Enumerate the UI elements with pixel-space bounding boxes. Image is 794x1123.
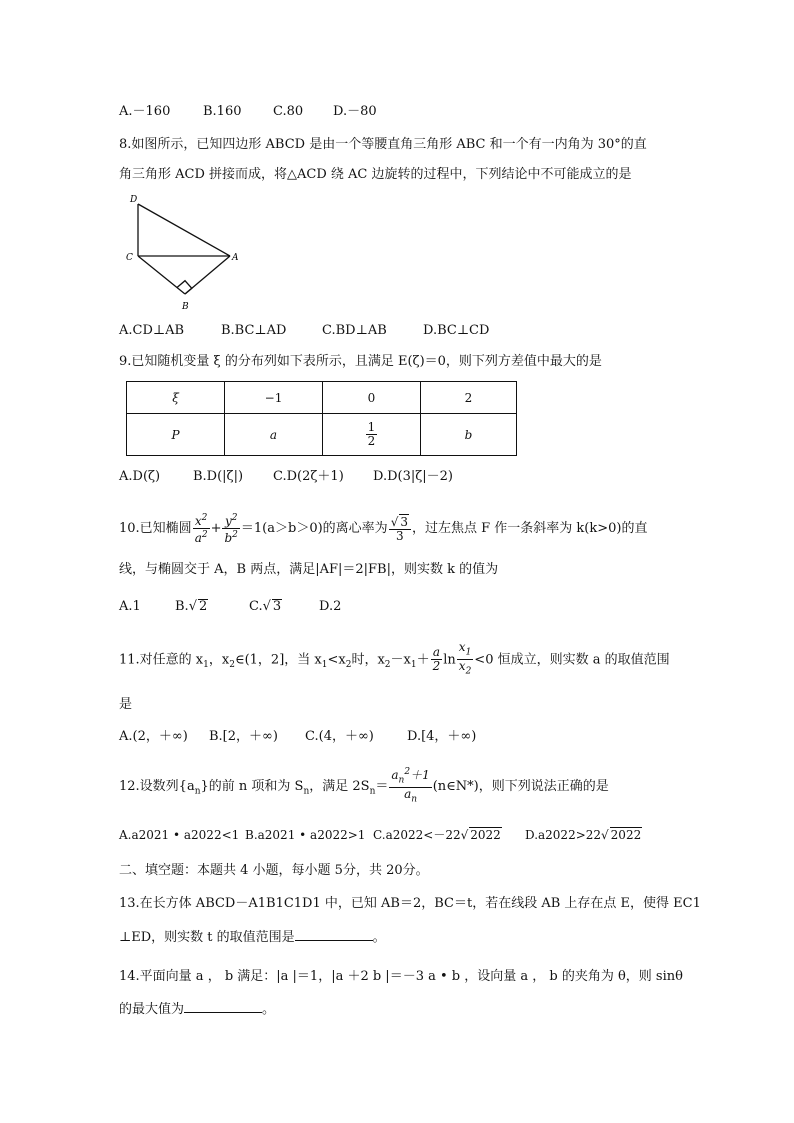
- q10-text: 10.已知椭圆: [119, 521, 192, 536]
- q11-option-b: B.[2，＋∞): [209, 729, 278, 744]
- y-squared-over-b-squared: $\frac{y^2}{b^2}$: [224, 513, 238, 545]
- q11-options: [119, 729, 476, 745]
- q12-option-d: D.a2022>22√ 2022: [525, 828, 642, 842]
- q10-stem-line1: 10.已知椭圆 $\frac{x^2}{a^2}$ + $\frac{y^2}{b^2}$ ＝1(a＞b＞0)的离心率为 $\frac{√ 3}{3}$ ，过左焦点 F 作一条斜率为 k(k>0)的直: [119, 513, 648, 545]
- q9-options: [119, 469, 453, 485]
- a-over-2: $\frac{a}{2}$: [432, 645, 441, 674]
- x1-over-x2: $\frac{x_1}{x_2}$: [458, 640, 472, 677]
- q10-option-d: D.2: [319, 599, 342, 614]
- q9-option-c: C.D(2ζ＋1): [273, 469, 344, 484]
- q10-condition: ＝1(a＞b＞0): [240, 521, 323, 536]
- label-c: C: [126, 253, 133, 263]
- q8-option-a: A.CD⊥AB: [119, 323, 185, 338]
- q11-option-c: C.(4，＋∞): [305, 729, 374, 744]
- q7-option-b: B.160: [203, 104, 242, 119]
- table-row: [127, 414, 517, 456]
- q13-stem-line2: ⊥ED，则实数 t 的取值范围是 。: [119, 930, 386, 945]
- edge-cb: [138, 256, 185, 294]
- table-cell: P: [127, 414, 225, 456]
- q10-text: ，过左焦点 F 作一条斜率为 k(k>0)的直: [411, 521, 648, 536]
- q9-option-a: A.D(ζ): [119, 469, 161, 484]
- an-squared-plus-1-over-an: $\frac{a_n^2+1}{a_n}$: [391, 767, 430, 805]
- q8-options: [119, 323, 489, 339]
- table-cell: a: [225, 414, 323, 456]
- label-a: A: [232, 253, 239, 263]
- table-cell: [323, 414, 421, 456]
- sqrt3-over-3: $\frac{√ 3}{3}$: [389, 514, 411, 543]
- q9-distribution-table: [126, 381, 517, 456]
- q14-stem-line2: 的最大值为 。: [119, 1002, 276, 1017]
- q7-option-c: C.80: [273, 104, 304, 119]
- q14-answer-blank: [184, 1000, 262, 1013]
- label-d: D: [130, 195, 138, 205]
- half-fraction: $\frac{1}{2}$: [367, 420, 376, 448]
- q7-options: [119, 104, 377, 120]
- q10-option-c: C.√ 3: [249, 599, 282, 614]
- table-cell: 0: [323, 382, 421, 414]
- table-cell: 2: [421, 382, 517, 414]
- x-squared-over-a-squared: $\frac{x^2}{a^2}$: [194, 513, 208, 545]
- q10-option-b: B.√ 2: [175, 599, 208, 614]
- q12-option-a: A.a2021 • a2022<1: [119, 828, 240, 842]
- edge-da: [138, 204, 230, 256]
- section2-heading: 二、填空题：本题共 4 小题，每小题 5分，共 20分。: [119, 863, 429, 878]
- q7-option-a: A.－160: [119, 104, 171, 119]
- q8-option-b: B.BC⊥AD: [221, 323, 287, 338]
- q11-option-a: A.(2，＋∞): [119, 729, 188, 744]
- q13-stem-line1: 13.在长方体 ABCD－A1B1C1D1 中，已知 AB＝2，BC＝t，若在线段 AB 上存在点 E，使得 EC1: [119, 896, 701, 911]
- q8-stem-line2: 角三角形 ACD 拼接而成，将△ACD 绕 AC 边旋转的过程中，下列结论中不可能成立的是: [119, 167, 632, 182]
- q8-option-d: D.BC⊥CD: [423, 323, 490, 338]
- q11-option-d: D.[4，＋∞): [407, 729, 477, 744]
- q10-text: 的离心率为: [322, 521, 388, 536]
- q8-option-c: C.BD⊥AB: [322, 323, 387, 338]
- label-b: B: [182, 302, 189, 312]
- q8-figure-quadrilateral: [124, 190, 246, 312]
- q8-stem-line1: 8.如图所示，已知四边形 ABCD 是由一个等腰直角三角形 ABC 和一个有一内角为 30°的直: [119, 137, 647, 152]
- q14-stem-line1: 14.平面向量 a ， b 满足：|a |＝1，|a ＋2 b |＝－3 a • b ，设向量 a ， b 的夹角为 θ，则 sinθ: [119, 969, 683, 984]
- q12-option-c: C.a2022<－22√ 2022: [373, 828, 501, 842]
- table-cell: ξ: [127, 382, 225, 414]
- q9-option-b: B.D(|ζ|): [193, 469, 244, 484]
- q9-stem: 9.已知随机变量 ξ 的分布列如下表所示，且满足 E(ζ)＝0，则下列方差值中最大的是: [119, 354, 602, 369]
- q12-stem: 12.设数列$\{a_n\}$的前 n 项和为 $S_n$，满足 $2S_n=$ $\frac{a_n^2+1}{a_n}$ (n∈N*)，则下列说法正确的是: [119, 767, 609, 805]
- q11-stem-line2: 是: [119, 697, 133, 712]
- table-row: [127, 382, 517, 414]
- q11-stem-line1: 11.对任意的 $x_1$，$x_2\in(1$，2]，当 $x_1<x_2$时，$x_2-x_1+$ $\frac{a}{2}$ ln $\frac{x_1}{x_2}$ <0 恒成立，则实数 a 的取值范围: [119, 640, 670, 677]
- q10-options: [119, 599, 341, 615]
- q12-options: [119, 827, 642, 843]
- q10-stem-line2: 线，与椭圆交于 A，B 两点，满足|AF|＝2|FB|，则实数 k 的值为: [119, 562, 499, 577]
- table-cell: −1: [225, 382, 323, 414]
- q7-option-d: D.－80: [333, 104, 377, 119]
- table-cell: b: [421, 414, 517, 456]
- q9-option-d: D.D(3|ζ|－2): [373, 469, 454, 484]
- q13-answer-blank: [295, 928, 373, 941]
- right-angle-mark: [177, 281, 192, 294]
- q10-option-a: A.1: [119, 599, 141, 614]
- q12-option-b: B.a2021 • a2022>1: [245, 828, 366, 842]
